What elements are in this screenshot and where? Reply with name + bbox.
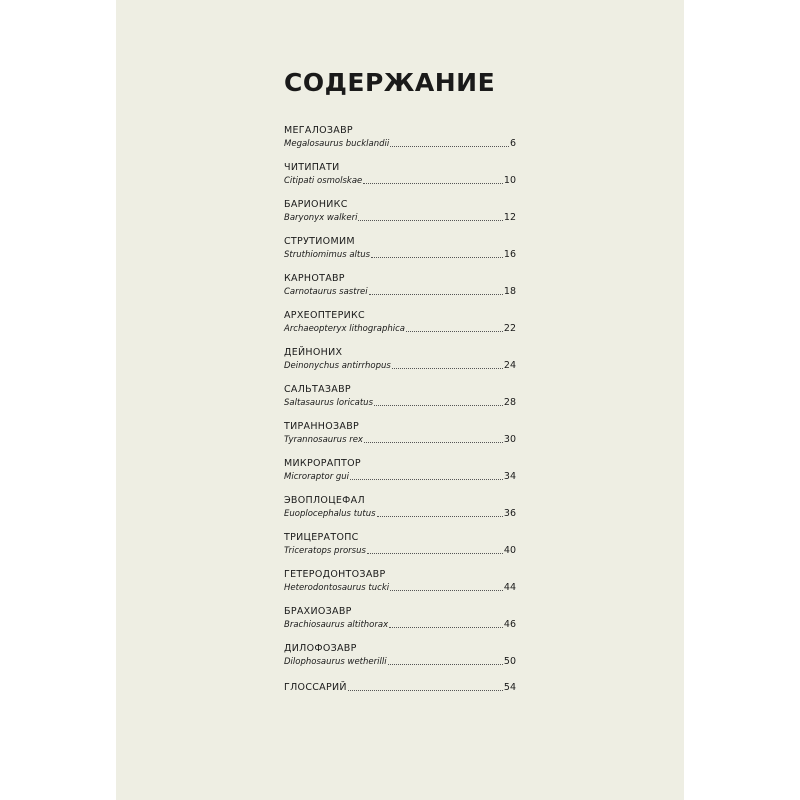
entry-latin-name: Struthiomimus altus — [284, 250, 371, 260]
toc-entry-deinonychus — [284, 347, 516, 384]
entry-line — [284, 359, 516, 372]
entry-line — [284, 285, 516, 298]
entry-line — [284, 174, 516, 187]
entry-name: АРХЕОПТЕРИКС — [284, 310, 365, 321]
entry-name: ТРИЦЕРАТОПС — [284, 532, 359, 543]
dot-leader — [388, 664, 503, 665]
dot-leader — [392, 368, 503, 369]
entry-line — [284, 680, 516, 694]
entry-page-number: 12 — [503, 212, 516, 223]
toc-entry-citipati — [284, 162, 516, 199]
dot-leader — [348, 690, 503, 691]
entry-page-number: 22 — [503, 323, 516, 334]
entry-page-number: 30 — [503, 434, 516, 445]
toc-entry-brachiosaurus — [284, 606, 516, 643]
entry-latin-name: Saltasaurus loricatus — [284, 398, 373, 408]
entry-name: МИКРОРАПТОР — [284, 458, 361, 469]
dot-leader — [377, 516, 503, 517]
entry-page-number: 40 — [503, 545, 516, 556]
entry-page-number: 36 — [503, 508, 516, 519]
toc-entry-glossary — [284, 680, 516, 717]
entry-page-number: 44 — [503, 582, 516, 593]
entry-latin-name: Tyrannosaurus rex — [284, 435, 363, 445]
dot-leader — [371, 257, 503, 258]
dot-leader — [406, 331, 503, 332]
page-title: СОДЕРЖАНИЕ — [284, 68, 496, 97]
entry-page-number: 54 — [503, 682, 516, 693]
entry-line — [284, 248, 516, 261]
entry-line — [284, 433, 516, 446]
dot-leader — [389, 627, 503, 628]
entry-page-number: 16 — [503, 249, 516, 260]
entry-line — [284, 507, 516, 520]
toc-entry-microraptor — [284, 458, 516, 495]
toc-entry-heterodontosaurus — [284, 569, 516, 606]
toc-entry-dilophosaurus — [284, 643, 516, 680]
dot-leader — [390, 146, 509, 147]
entry-line — [284, 581, 516, 594]
toc-entry-baryonyx — [284, 199, 516, 236]
toc-entry-saltasaurus — [284, 384, 516, 421]
dot-leader — [363, 183, 503, 184]
entry-line — [284, 618, 516, 631]
dot-leader — [358, 220, 502, 221]
entry-page-number: 6 — [509, 138, 516, 149]
entry-line — [284, 322, 516, 335]
dot-leader — [390, 590, 503, 591]
entry-page-number: 28 — [503, 397, 516, 408]
entry-name: ЭВОПЛОЦЕФАЛ — [284, 495, 365, 506]
entry-line — [284, 137, 516, 150]
entry-name: МЕГАЛОЗАВР — [284, 125, 353, 136]
entry-name: БРАХИОЗАВР — [284, 606, 352, 617]
book-page — [116, 0, 684, 800]
dot-leader — [350, 479, 503, 480]
entry-page-number: 46 — [503, 619, 516, 630]
toc-entry-megalosaurus — [284, 125, 516, 162]
entry-name: КАРНОТАВР — [284, 273, 345, 284]
toc-entry-carnotaurus — [284, 273, 516, 310]
entry-latin-name: Brachiosaurus altithorax — [284, 620, 389, 630]
toc-entry-triceratops — [284, 532, 516, 569]
entry-line — [284, 544, 516, 557]
entry-page-number: 10 — [503, 175, 516, 186]
dot-leader — [367, 553, 503, 554]
entry-name: СТРУТИОМИМ — [284, 236, 355, 247]
toc-entry-euoplocephalus — [284, 495, 516, 532]
entry-line — [284, 211, 516, 224]
entry-page-number: 24 — [503, 360, 516, 371]
entry-name: ГЛОССАРИЙ — [284, 682, 347, 693]
entry-name: БАРИОНИКС — [284, 199, 348, 210]
entry-latin-name: Triceratops prorsus — [284, 546, 366, 556]
dot-leader — [369, 294, 503, 295]
entry-name: ТИРАННОЗАВР — [284, 421, 360, 432]
toc-entry-tyrannosaurus — [284, 421, 516, 458]
entry-latin-name: Deinonychus antirrhopus — [284, 361, 391, 371]
toc-entry-struthiomimus — [284, 236, 516, 273]
dot-leader — [374, 405, 503, 406]
entry-line — [284, 655, 516, 668]
dot-leader — [364, 442, 503, 443]
entry-name: ДЕЙНОНИХ — [284, 347, 343, 358]
entry-page-number: 18 — [503, 286, 516, 297]
entry-latin-name: Heterodontosaurus tucki — [284, 583, 390, 593]
entry-line — [284, 396, 516, 409]
entry-latin-name: Microraptor gui — [284, 472, 350, 482]
entry-latin-name: Dilophosaurus wetherilli — [284, 657, 387, 667]
entry-latin-name: Euoplocephalus tutus — [284, 509, 376, 519]
entry-name: САЛЬТАЗАВР — [284, 384, 351, 395]
entry-latin-name: Carnotaurus sastrei — [284, 287, 368, 297]
entry-latin-name: Baryonyx walkeri — [284, 213, 358, 223]
table-of-contents — [284, 125, 516, 717]
entry-name: ГЕТЕРОДОНТОЗАВР — [284, 569, 386, 580]
entry-name: ДИЛОФОЗАВР — [284, 643, 357, 654]
entry-page-number: 50 — [503, 656, 516, 667]
toc-entry-archaeopteryx — [284, 310, 516, 347]
entry-page-number: 34 — [503, 471, 516, 482]
entry-name: ЧИТИПАТИ — [284, 162, 340, 173]
entry-line — [284, 470, 516, 483]
entry-latin-name: Megalosaurus bucklandii — [284, 139, 390, 149]
entry-latin-name: Citipati osmolskae — [284, 176, 363, 186]
entry-latin-name: Archaeopteryx lithographica — [284, 324, 405, 334]
